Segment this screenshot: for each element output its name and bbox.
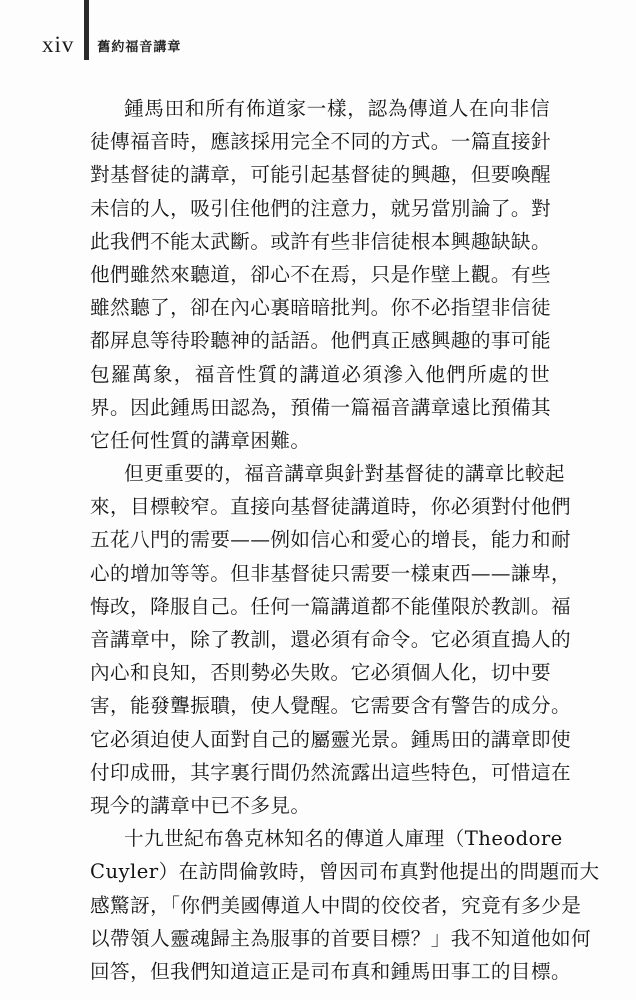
text-line: 包羅萬象，福音性質的講道必須滲入他們所處的世 bbox=[90, 362, 550, 386]
text-line: 內心和良知，否則勢必失敗。它必須個人化，切中要 bbox=[90, 661, 552, 685]
text-line: 未信的人，吸引住他們的注意力，就另當別論了。對 bbox=[90, 196, 552, 220]
text-line: 來，目標較窄。直接向基督徒講道時，你必須對付他們 bbox=[90, 495, 572, 519]
page-number: xiv bbox=[42, 32, 75, 57]
text-line: 但更重要的，福音講章與針對基督徒的講章比較起 bbox=[124, 462, 565, 486]
text-line: 都屏息等待聆聽神的話語。他們真正感興趣的事可能 bbox=[90, 329, 552, 353]
text-line: 害，能發聾振聵，使人覺醒。它需要含有警告的成分。 bbox=[90, 694, 572, 718]
book-title: 舊約福音講章 bbox=[97, 39, 182, 55]
text-line: 心的增加等等。但非基督徒只需要一樣東西——謙卑， bbox=[90, 561, 572, 585]
text-line: 雖然聽了，卻在內心裏暗暗批判。你不必指望非信徒 bbox=[90, 296, 552, 320]
text-line: 界。因此鍾馬田認為，預備一篇福音講章遠比預備其 bbox=[90, 395, 552, 419]
text-line: 十九世紀布魯克林知名的傳道人庫理（Theodore bbox=[124, 827, 563, 851]
text-line: Cuyler）在訪問倫敦時，曾因司布真對他提出的問題而大 bbox=[90, 860, 600, 884]
text-line: 徒傳福音時，應該採用完全不同的方式。一篇直接針 bbox=[90, 130, 552, 154]
text-line: 以帶領人靈魂歸主為服事的首要目標？」我不知道他如何 bbox=[90, 926, 592, 950]
text-line: 它任何性質的講章困難。 bbox=[90, 428, 311, 452]
text-line: 悔改，降服自己。任何一篇講道都不能僅限於教訓。福 bbox=[90, 594, 572, 618]
text-line: 感驚訝，「你們美國傳道人中間的佼佼者，究竟有多少是 bbox=[90, 893, 582, 917]
text-line: 付印成冊，其字裏行間仍然流露出這些特色，可惜這在 bbox=[90, 760, 572, 784]
text-line: 他們雖然來聽道，卻心不在焉，只是作壁上觀。有些 bbox=[90, 262, 552, 286]
text-line: 對基督徒的講章，可能引起基督徒的興趣，但要喚醒 bbox=[90, 163, 552, 187]
header-rule bbox=[84, 0, 89, 60]
text-line: 它必須迫使人面對自己的屬靈光景。鍾馬田的講章即使 bbox=[90, 727, 572, 751]
text-line: 鍾馬田和所有佈道家一樣，認為傳道人在向非信 bbox=[124, 97, 550, 120]
text-line: 五花八門的需要——例如信心和愛心的增長，能力和耐 bbox=[90, 528, 572, 552]
body-text bbox=[90, 92, 600, 988]
text-line: 回答，但我們知道這正是司布真和鍾馬田事工的目標。 bbox=[90, 959, 572, 983]
text-line: 音講章中，除了教訓，還必須有命令。它必須直搗人的 bbox=[90, 628, 572, 651]
text-line: 現今的講章中已不多見。 bbox=[90, 793, 311, 817]
running-header bbox=[42, 30, 181, 60]
text-line: 此我們不能太武斷。或許有些非信徒根本興趣缺缺。 bbox=[90, 229, 552, 253]
